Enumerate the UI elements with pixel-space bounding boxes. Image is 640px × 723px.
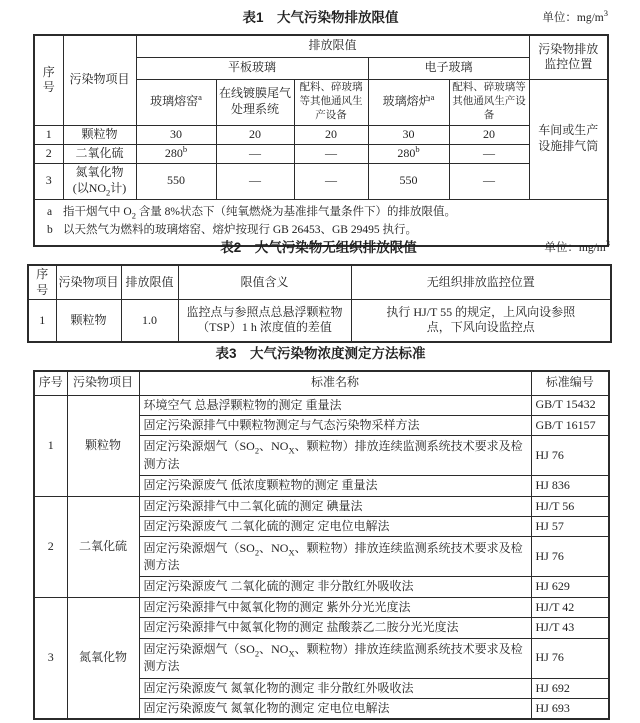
unit-superscript: 3 bbox=[603, 8, 608, 19]
pollutant-line1: 氮氧化物 bbox=[75, 165, 124, 180]
unit-text: 单位：mg/m bbox=[544, 242, 606, 254]
pollutant-cell: 二氧化硫 bbox=[67, 496, 139, 597]
pollutant-cell bbox=[63, 163, 136, 199]
standard-code-cell: GB/T 15432 bbox=[531, 395, 609, 415]
footnote-marker-a: a bbox=[430, 92, 435, 103]
standard-name-cell: 固定污染源排气中氮氧化物的测定 盐酸萘乙二胺分光光度法 bbox=[139, 618, 531, 638]
standard-name-cell: 固定污染源废气 低浓度颗粒物的测定 重量法 bbox=[139, 476, 531, 496]
unit-text: 单位：mg/m bbox=[542, 12, 604, 24]
standard-code-cell: HJ/T 43 bbox=[531, 618, 609, 638]
column-header-item: 污染物项目 bbox=[67, 371, 139, 395]
value-cell: 30 bbox=[136, 125, 216, 144]
monitor-cell bbox=[351, 300, 611, 342]
column-header-standard-name: 标准名称 bbox=[139, 371, 531, 395]
pollutant-cell: 氮氧化物 bbox=[67, 597, 139, 719]
monitor-header-line1: 污染物排放 bbox=[538, 41, 599, 56]
footnote-b: b 以天然气为燃料的玻璃熔窑、熔炉按现行 GB 26453、GB 29495 执行。 bbox=[47, 224, 417, 237]
table-row bbox=[28, 265, 611, 300]
table2-fugitive-emission-limits bbox=[27, 264, 612, 343]
standard-code-cell: HJ 57 bbox=[531, 517, 609, 537]
standard-code-cell: HJ 836 bbox=[531, 476, 609, 496]
standard-code-cell: HJ 76 bbox=[531, 638, 609, 678]
table-row bbox=[34, 125, 608, 144]
standard-name-cell: 环境空气 总悬浮颗粒物的测定 重量法 bbox=[139, 395, 531, 415]
table1-caption-row bbox=[33, 6, 608, 26]
table2-title: 表2 大气污染物无组织排放限值 bbox=[220, 240, 417, 255]
column-header-item: 污染物项目 bbox=[56, 265, 121, 300]
seq-cell: 1 bbox=[28, 300, 56, 342]
limit-cell: 1.0 bbox=[121, 300, 178, 342]
table1-unit bbox=[542, 9, 608, 25]
value-cell: 280$^b$ bbox=[368, 144, 449, 163]
section-table1 bbox=[33, 6, 608, 247]
value-cell: 550 bbox=[136, 163, 216, 199]
table-row bbox=[34, 371, 609, 395]
table-row bbox=[34, 35, 608, 57]
standard-code-cell: HJ 76 bbox=[531, 436, 609, 476]
table3-measurement-method-standards bbox=[33, 370, 610, 720]
monitor-location-line2: 设施排气筒 bbox=[538, 139, 599, 153]
table1-title: 表1 大气污染物排放限值 bbox=[242, 10, 399, 25]
column-header-seq: 序号 bbox=[34, 371, 67, 395]
chem-subscript: 2 bbox=[106, 187, 111, 198]
column-header-glass-furnace: 玻璃熔炉$^a$ bbox=[368, 79, 449, 125]
standard-name-cell: 固定污染源烟气（$SO_2$、$NO_X$、颗粒物）排放连续监测系统技术要求及检测方法 bbox=[139, 537, 531, 577]
value-cell: — bbox=[449, 163, 529, 199]
standard-name-cell: 固定污染源排气中二氧化硫的测定 碘量法 bbox=[139, 496, 531, 516]
seq-cell: 2 bbox=[34, 496, 67, 597]
seq-cell: 1 bbox=[34, 125, 63, 144]
footnote-marker-b: b bbox=[415, 144, 420, 154]
table-row bbox=[34, 597, 609, 617]
column-header-other-electronic: 配料、碎玻璃等其他通风生产设备 bbox=[449, 79, 529, 125]
column-header-coating-system: 在线镀膜尾气处理系统 bbox=[216, 79, 294, 125]
seq-cell: 3 bbox=[34, 597, 67, 719]
pollutant-cell: 二氧化硫 bbox=[63, 144, 136, 163]
column-header-item: 污染物项目 bbox=[63, 35, 136, 125]
standard-name-cell: 固定污染源排气中颗粒物测定与气态污染物采样方法 bbox=[139, 415, 531, 435]
column-header-other-flat: 配料、碎玻璃等其他通风生产设备 bbox=[294, 79, 368, 125]
standard-name-cell: 固定污染源废气 二氧化硫的测定 非分散红外吸收法 bbox=[139, 577, 531, 597]
standard-code-cell: HJ 76 bbox=[531, 537, 609, 577]
unit-superscript: 3 bbox=[605, 238, 610, 249]
column-header-limit-group: 排放限值 bbox=[136, 35, 529, 57]
pollutant-cell: 颗粒物 bbox=[63, 125, 136, 144]
value-cell: — bbox=[216, 144, 294, 163]
value-cell: 20 bbox=[449, 125, 529, 144]
table-row bbox=[34, 144, 608, 163]
column-header-monitor-position bbox=[529, 35, 608, 79]
table2-caption-row bbox=[27, 236, 610, 256]
table-row bbox=[34, 496, 609, 516]
section-table2 bbox=[27, 236, 610, 343]
seq-cell: 2 bbox=[34, 144, 63, 163]
standard-code-cell: HJ 629 bbox=[531, 577, 609, 597]
column-header-limit: 排放限值 bbox=[121, 265, 178, 300]
column-header-electronic-glass: 电子玻璃 bbox=[368, 57, 529, 79]
chem-subscript: 2 bbox=[131, 209, 136, 220]
monitor-line1: 执行 HJ/T 55 的规定，上风向设参照 bbox=[386, 304, 576, 319]
standard-name-cell: 固定污染源烟气（$SO_2$、$NO_X$、颗粒物）排放连续监测系统技术要求及检测方法 bbox=[139, 436, 531, 476]
standard-name-cell: 固定污染源废气 二氧化硫的测定 定电位电解法 bbox=[139, 517, 531, 537]
standard-name-cell: 固定污染源废气 氮氧化物的测定 定电位电解法 bbox=[139, 699, 531, 720]
section-table3 bbox=[33, 342, 608, 720]
seq-cell: 3 bbox=[34, 163, 63, 199]
standard-name-cell: 固定污染源排气中氮氧化物的测定 紫外分光光度法 bbox=[139, 597, 531, 617]
value-cell: — bbox=[294, 144, 368, 163]
table1-emission-limits bbox=[33, 34, 609, 247]
meaning-line1: 监控点与参照点总悬浮颗粒物 bbox=[186, 304, 343, 319]
column-header-seq: 序号 bbox=[28, 265, 56, 300]
column-header-standard-code: 标准编号 bbox=[531, 371, 609, 395]
value-cell: 280$^b$ bbox=[136, 144, 216, 163]
column-header-meaning: 限值含义 bbox=[178, 265, 351, 300]
table3-title: 表3 大气污染物浓度测定方法标准 bbox=[215, 346, 426, 361]
column-header-seq: 序号 bbox=[34, 35, 63, 125]
value-cell: — bbox=[449, 144, 529, 163]
pollutant-cell: 颗粒物 bbox=[67, 395, 139, 496]
seq-cell: 1 bbox=[34, 395, 67, 496]
column-header-flat-glass: 平板玻璃 bbox=[136, 57, 368, 79]
monitor-header-line2: 监控位置 bbox=[544, 57, 593, 72]
standard-code-cell: HJ 692 bbox=[531, 678, 609, 698]
value-cell: 20 bbox=[294, 125, 368, 144]
pollutant-line2: (以$NO_2$计) bbox=[72, 181, 127, 198]
footnote-a: a 指干烟气中 $O_2$ 含量 8%状态下（纯氧燃烧为基准排气量条件下）的排放限值。 bbox=[47, 205, 457, 220]
standard-code-cell: HJ 693 bbox=[531, 699, 609, 720]
table2-unit bbox=[544, 239, 610, 255]
standard-name-cell: 固定污染源废气 氮氧化物的测定 非分散红外吸收法 bbox=[139, 678, 531, 698]
meaning-cell bbox=[178, 300, 351, 342]
column-header-monitor: 无组织排放监控位置 bbox=[351, 265, 611, 300]
footnote-marker-b: b bbox=[182, 144, 188, 154]
footnote-marker-a: a bbox=[198, 92, 202, 103]
standard-code-cell: HJ/T 56 bbox=[531, 496, 609, 516]
standard-code-cell: GB/T 16157 bbox=[531, 415, 609, 435]
value-cell: 20 bbox=[216, 125, 294, 144]
monitor-line2: 点，下风向设监控点 bbox=[426, 320, 535, 335]
value-cell: — bbox=[216, 163, 294, 199]
column-header-glass-kiln: 玻璃熔窑$^a$ bbox=[136, 79, 216, 125]
standard-name-cell: 固定污染源烟气（$SO_2$、$NO_X$、颗粒物）排放连续监测系统技术要求及检测方法 bbox=[139, 638, 531, 678]
value-cell: 550 bbox=[368, 163, 449, 199]
value-cell: — bbox=[294, 163, 368, 199]
table3-caption-row bbox=[33, 342, 608, 362]
table-row bbox=[34, 163, 608, 199]
standard-code-cell: HJ/T 42 bbox=[531, 597, 609, 617]
table-row bbox=[34, 395, 609, 415]
pollutant-cell: 颗粒物 bbox=[56, 300, 121, 342]
monitor-location-cell bbox=[529, 79, 608, 199]
table-row bbox=[28, 300, 611, 342]
meaning-line2: （TSP）1 h 浓度值的差值 bbox=[197, 320, 332, 335]
monitor-location-line1: 车间或生产 bbox=[538, 123, 599, 138]
value-cell: 30 bbox=[368, 125, 449, 144]
